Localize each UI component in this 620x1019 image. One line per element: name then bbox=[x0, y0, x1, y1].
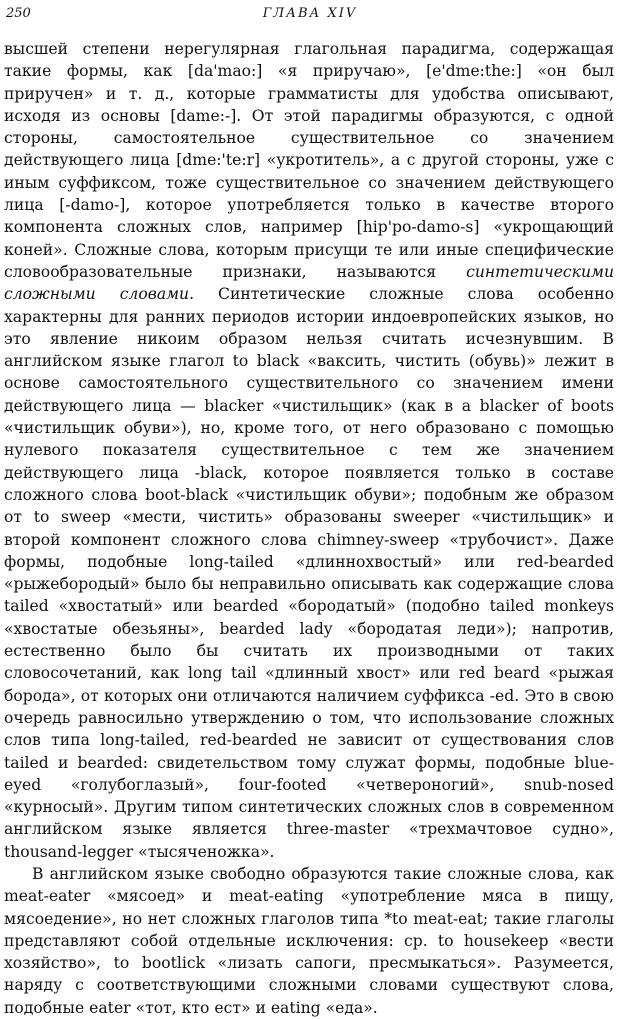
chapter-title: ГЛАВА XIV bbox=[262, 6, 358, 21]
text-run: В английском языке свободно образуются такие сложные слова, как meat-eater «мясоед» и meat-eating «употребление мяса в пищу, мясоедение», но нет сложных глаголов типа *to meat-eat; такие глаголы представляют собой отдельные исключения: ср. to housekeep «вести хозяйство», to bootlick «лизать сапоги, пресмыкаться». Разумеется, наряду с соответствующими сложными словами существуют слова, подобные eater «тот, кто ест» и eating «еда». bbox=[4, 864, 614, 1017]
term-italic: синтетическими сложными словами bbox=[4, 262, 614, 304]
text-run: . Синтетические сложные слова особенно характерны для ранних периодов истории индоевропейских языков, но это явление никоим образом нельзя считать исчезнувшим. В английском языке глагол to black «ваксить, чистить (обувь)» лежит в основе самостоятельного существительного со значением имени действующего лица — blacker «чистильщик» (как в а blacker of boots «чистильщик обуви»), но, кроме того, от него образовано с помощью нулевого показателя существительное с тем же значением действующего лица -black, которое появляется только в составе сложного слова boot-black «чистильщик обуви»; подобным же образом от to sweep «мести, чистить» образованы sweeper «чистильщик» и второй компонент сложного слова chimney-sweep «трубочист». Даже формы, подобные long-tailed «длиннохвостый» или red-bearded «рыжебородый» было бы неправильно описывать как содержащие слова tailed «хвостатый» или bearded «бородатый» (подобно tailed monkeys «хвостатые обезьяны», bearded lady «бородатая леди»); напротив, естественно было бы считать их производными от таких словосочетаний, как long tail «длинный хвост» или red beard «рыжая борода», от которых они отличаются наличием суффикса -ed. Это в свою очередь равносильно утверждению о том, что использование сложных слов типа long-tailed, red-bearded не зависит от существования слов tailed и bearded: свидетельством тому служат формы, подобные blue-eyed «голубоглазый», four-footed «четвероногий», snub-nosed «курносый». Другим типом синтетических сложных слов в современном английском языке является three-master «трехмачтовое судно», thousand-legger «тысяченожка». bbox=[4, 285, 614, 861]
paragraph bbox=[4, 38, 614, 863]
page-number: 250 bbox=[6, 6, 31, 21]
running-head bbox=[6, 6, 614, 28]
paragraph bbox=[4, 863, 614, 1019]
text-run: высшей степени нерегулярная глагольная парадигма, содержащая такие формы, как [da'mao:] «я приручаю», [e'dme:the:] «он был приручен» и т. д., которые грамматисты для удобства описывают, исходя из основы [dame:-]. От этой парадигмы образуются, с одной стороны, самостоятельное существительное со значением действующего лица [dme:'te:r] «укротитель», а с другой стороны, уже с иным суффиксом, тоже существительное со значением действующего лица [-damo-], которое употребляется только в качестве второго компонента сложных слов, например [hip'po-damo-s] «укрощающий коней». Сложные слова, которым присущи те или иные специфические словообразовательные признаки, называются bbox=[4, 40, 614, 281]
body-text bbox=[4, 38, 614, 1019]
